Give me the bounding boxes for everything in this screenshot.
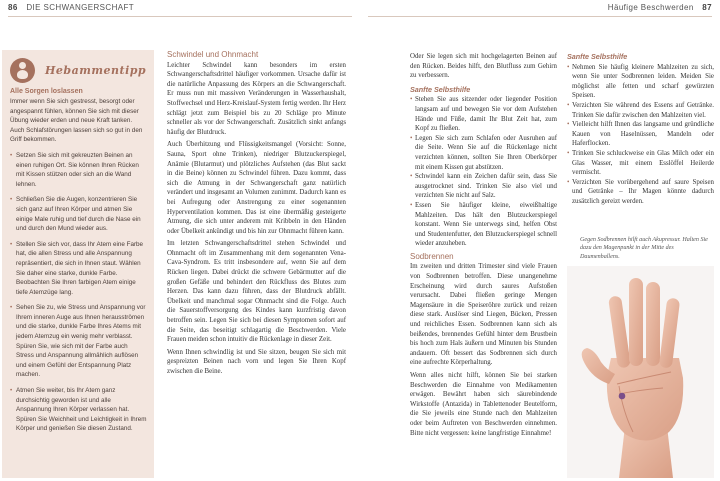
list-item: • Verzichten Sie vorübergehend auf saure Speisen und Getränke – Ihr Magen könnte dadurch zusätzlich gereizt werden.: [567, 178, 714, 207]
right-running-head: [608, 3, 712, 12]
list-item: • Essen Sie häufiger kleine, eiweißhaltige Mahlzeiten. Das hält den Blutzuckerspiegel konstant. Wenn Sie unterwegs sind, helfen Obst und Studentenfutter, den Blutzuckerspiegel schnell wieder anzuheben.: [410, 201, 557, 249]
paragraph: Wenn alles nicht hilft, können Sie bei starken Beschwerden die Einnahme von Medikamenten erwägen. Bewährt haben sich säurebindende Wirkstoffe (Antazida) in Tablettenoder Beutelform, die Sie jeweils eine Stunde nach den Mahlzeiten oder beim Auftreten von Beschwerden einnehmen. Bitte nicht vergessen: keine langfristige Einnahme!: [410, 372, 557, 437]
left-header-rule: [8, 16, 352, 17]
right-header-rule: [368, 16, 712, 17]
selfhelp-list: [410, 95, 557, 249]
tip-list-item: • Atmen Sie weiter, bis Ihr Atem ganz durchsichtig geworden ist und alle Anspannung Ihren Körper verlassen hat. Spüren Sie Weichheit und Leichtigkeit in Ihrem Körper und genießen Sie diesen Zustand.: [10, 386, 147, 434]
paragraph: Auch Überhitzung und Flüssigkeitsmangel (Vorsicht: Sonne, Sauna, Sport ohne Trinken), niedriger Blutzuckerspiegel, Anämie (Blutarmut) und plötzliches Aufstehen (das Blut sackt in die Beine) können zu Schwindel führen. Dazu kommt, dass sich die Atmung in der Schwangerschaft ganz natürlich verändert und insgesamt an Volumen zunimmt. Dadurch kann es bei Aufregung oder Anstrengung zu einer sogenannten Hyperventilation kommen. Das ist eine übermäßig gesteigerte Atmung, die sich unter anderem mit Kribbeln in den Händen oder Übelkeit ankündigt und bis hin zur Ohnmacht führen kann.: [167, 141, 346, 235]
selfhelp-list: [567, 63, 714, 207]
paragraph: Im zweiten und dritten Trimester sind viele Frauen von Sodbrennen betroffen. Diese unangenehme Erscheinung wird durch saures Aufstoßen verursacht. Dabei fließen geringe Mengen Magensäure in die Speiseröhre zurück und reizen diese stark. Auslöser sind Liegen, Bücken, Pressen und reichliches Essen. Sodbrennen kann sich als beißendes, brennendes Gefühl hinter dem Brustbein bis hoch zum Hals äußern und Minuten bis Stunden andauern. Oft bessert das Sodbrennen sich durch eine aufrechte Körperhaltung.: [410, 263, 557, 367]
subheading-selfhelp: Sanfte Selbsthilfe: [567, 52, 628, 61]
tip-list: [10, 151, 147, 434]
column-selfhelp-heartburn: [410, 52, 557, 441]
section-heading-dizziness: Schwindel und Ohnmacht: [167, 50, 259, 59]
paragraph: Wenn Ihnen schwindlig ist und Sie sitzen, beugen Sie sich mit gespreizten Beinen nach vorn und legen Sie Ihren Kopf zwischen die Beine.: [167, 348, 346, 375]
tip-list-item: • Stellen Sie sich vor, dass Ihr Atem eine Farbe hat, die allen Stress und alle Anspannung repräsentiert, die sich in Ihnen staut. Wählen Sie daher eine starke, dunkle Farbe. Beobachten Sie Ihren farbigen Atem einige tiefe Atemzüge lang.: [10, 240, 147, 298]
section-heading-heartburn: Sodbrennen: [410, 251, 454, 261]
tip-logo: [10, 58, 147, 83]
open-hand-illustration: [567, 266, 714, 478]
tip-intro: Immer wenn Sie sich gestresst, besorgt oder angespannt fühlen, können Sie sich mit dieser Übung wieder erden und neue Kraft tanken. Auch Schlafstörungen lassen sich so gut in den Griff bekommen.: [10, 98, 143, 144]
list-item: • Trinken Sie schluckweise ein Glas Milch oder ein Glas Wasser, mit einem Esslöffel Heilerde vermischt.: [567, 149, 714, 178]
column-heartburn-selfhelp: [567, 52, 714, 210]
paragraph: Leichter Schwindel kann besonders im ersten Schwangerschaftsdrittel häufiger vorkommen. Ursache dafür ist die natürliche Anpassung des Körpers an die Schwangerschaft. Er muss nun mit massiven Veränderungen in Wasserhaushalt, Stoffwechsel und Herz-Kreislauf-System fertig werden. Ihr Herz schlägt jetzt zum Beispiel bis zu 20 Schläge pro Minute schneller als vor der Schwangerschaft. Zusätzlich sinkt anfangs häufig der Blutdruck.: [167, 61, 346, 136]
list-item: • Legen Sie sich zum Schlafen oder Ausruhen auf die Seite. Wenn Sie auf die Rückenlage nicht verzichten können, sollten Sie Ihren Oberkörper mit einem Kissen gut abstützen.: [410, 134, 557, 172]
paragraph: Im letzten Schwangerschaftsdrittel stehen Schwindel und Ohnmacht oft im Zusammenhang mit dem sogenannten Vena-Cava-Syndrom. Es tritt insbesondere auf, wenn Sie auf dem Rücken liegen. Dabei drückt die schwere Gebärmutter auf die großen Gefäße und behindert den Rückfluss des Blutes zum Herzen. Das kann dazu führen, dass der Blutdruck abfällt. Übelkeit und manchmal sogar Ohnmacht sind die Folge. Auch die Sauerstoffversorgung des Kindes kann kurzfristig davon betroffen sein. Legen Sie sich bei diesen Symptomen sofort auf die Seite, das beseitigt schlagartig die Beschwerden. Viele Frauen meiden schon intuitiv die Rückenlage in dieser Zeit.: [167, 240, 346, 344]
acupressure-point-marker: [619, 393, 626, 400]
palm-photo: [567, 266, 714, 478]
tip-heading: Alle Sorgen loslassen: [10, 88, 83, 95]
subheading-selfhelp: Sanfte Selbsthilfe: [410, 84, 471, 94]
tip-list-item: • Sehen Sie zu, wie Stress und Anspannung vor Ihrem inneren Auge aus Ihnen herausströmen und die starke, dunkle Farbe Ihres Atems mit jedem Atemzug ein wenig mehr verblasst. Spüren Sie, wie sich mit der Farbe auch Stress und Anspannung allmählich auflösen und einem Gefühl der Entspannung Platz machen.: [10, 303, 147, 380]
list-item: • Stehen Sie aus sitzender oder liegender Position langsam auf und bewegen Sie vor dem Aufstehen Hände und Füße, damit Ihr Blut Zeit hat, zum Kopf zu fließen.: [410, 95, 557, 133]
left-chapter-title: DIE SCHWANGERSCHAFT: [26, 3, 135, 12]
pregnant-woman-icon: [10, 58, 35, 83]
left-running-head: [8, 3, 134, 12]
tip-title: Hebammentipp: [45, 64, 147, 77]
left-page-number: 86: [8, 3, 18, 12]
right-section-title: Häufige Beschwerden: [607, 3, 694, 12]
list-item: • Schwindel kann ein Zeichen dafür sein, dass Sie ausgetrocknet sind. Trinken Sie also viel und verzichten Sie nicht auf Salz.: [410, 172, 557, 201]
list-item: • Verzichten Sie während des Essens auf Getränke. Trinken Sie dafür zwischen den Mahlzeiten viel.: [567, 101, 714, 120]
right-page-number: 87: [702, 3, 712, 12]
list-item: • Vielleicht hilft Ihnen das langsame und gründliche Kauen von Haselnüssen, Mandeln oder Haferflocken.: [567, 120, 714, 149]
midwife-tip-box: [2, 50, 154, 478]
tip-list-item: • Setzen Sie sich mit gekreuzten Beinen an einen ruhigen Ort. Sie können Ihren Rücken mit Kissen stützen oder sich an die Wand lehnen.: [10, 151, 147, 189]
paragraph: Oder Sie legen sich mit hochgelagerten Beinen auf den Rücken. Beides hilft, den Blutfluss zum Gehirn zu verbessern.: [410, 53, 557, 80]
list-item: • Nehmen Sie häufig kleinere Mahlzeiten zu sich, wenn Sie unter Sodbrennen leiden. Meiden Sie möglichst alle fetten und scharf gewürzten Speisen.: [567, 63, 714, 101]
photo-caption: Gegen Sodbrennen hilft auch Akupressur. Halten Sie dazu den Magenpunkt in der Mitte des Daumenballens.: [580, 237, 708, 260]
tip-list-item: • Schließen Sie die Augen, konzentrieren Sie sich ganz auf Ihren Körper und atmen Sie einige Male ruhig und tief durch die Nase ein und durch den Mund wieder aus.: [10, 195, 147, 233]
column-dizziness: [167, 50, 346, 380]
